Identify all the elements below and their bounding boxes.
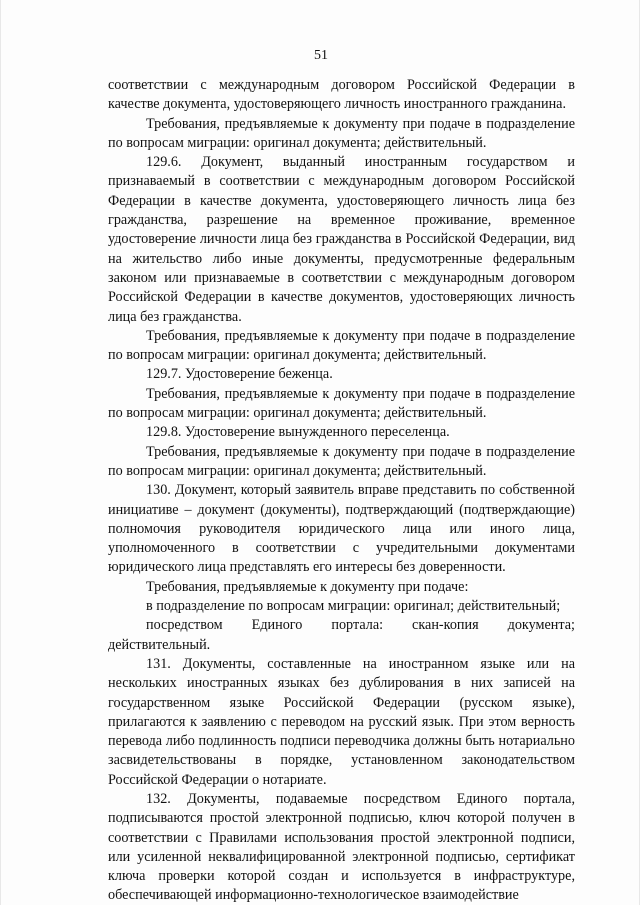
paragraph: посредством Единого портала: скан-копия документа; действительный.	[108, 617, 575, 653]
paragraph: 132. Документы, подаваемые посредством Единого портала, подписываются простой электронной подписью, ключ которой получен в соответствии с Правилами использования простой электронной подписи, или усиленной неквалифицированной электронной подписью, сертификат ключа проверки которой создан и используется в инфраструктуре, обеспечивающей информационно-технологическое взаимодействие	[108, 790, 575, 904]
page-number: 51	[314, 48, 328, 63]
paragraph: Требования, предъявляемые к документу при подаче в подразделение по вопросам миграции: оригинал документа; действительный.	[108, 385, 575, 422]
paragraph: 131. Документы, составленные на иностранном языке или на нескольких иностранных языках без дублирования в них записей на государственном языке Российской Федерации (русском языке), прилагаются к заявлению с переводом на русский язык. При этом верность перевода либо подлинность подписи переводчика должны быть нотариально засвидетельствованы в порядке, установленном законодательством Российской Федерации о нотариате.	[108, 655, 575, 788]
paragraph: Требования, предъявляемые к документу при подаче в подразделение по вопросам миграции: оригинал документа; действительный.	[108, 327, 575, 364]
document-body	[108, 76, 575, 906]
paragraph: Требования, предъявляемые к документу при подаче в подразделение по вопросам миграции: оригинал документа; действительный.	[108, 115, 575, 151]
paragraph: 130. Документ, который заявитель вправе представить по собственной инициативе – документ (документы), подтверждающий (подтверждающие) полномочия руководителя юридического лица или иного лица, уполномоченного в соответствии с учредительными документами юридического лица представлять его интересы без доверенности.	[108, 482, 575, 576]
paragraph: в подразделение по вопросам миграции: оригинал; действительный;	[146, 598, 561, 615]
paragraph: 129.6. Документ, выданный иностранным государством и признаваемый в соответствии с международным договором Российской Федерации в качестве документа, удостоверяющего личность лица без гражданства, разрешение на временное проживание, временное удостоверение личности лица без гражданства в Российской Федерации, вид на жительство либо иные документы, предусмотренные федеральным законом или признаваемые в соответствии с международным договором Российской Федерации в качестве документов, удостоверяющих личность лица без гражданства.	[108, 154, 575, 325]
paragraph: 129.7. Удостоверение беженца.	[146, 366, 333, 383]
paragraph: Требования, предъявляемые к документу при подаче в подразделение по вопросам миграции: оригинал документа; действительный.	[108, 443, 575, 479]
paragraph: Требования, предъявляемые к документу при подаче:	[146, 578, 469, 595]
paragraph: 129.8. Удостоверение вынужденного переселенца.	[146, 424, 450, 441]
paragraph: соответствии с международным договором Российской Федерации в качестве документа, удостоверяющего личность иностранного гражданина.	[108, 77, 575, 113]
